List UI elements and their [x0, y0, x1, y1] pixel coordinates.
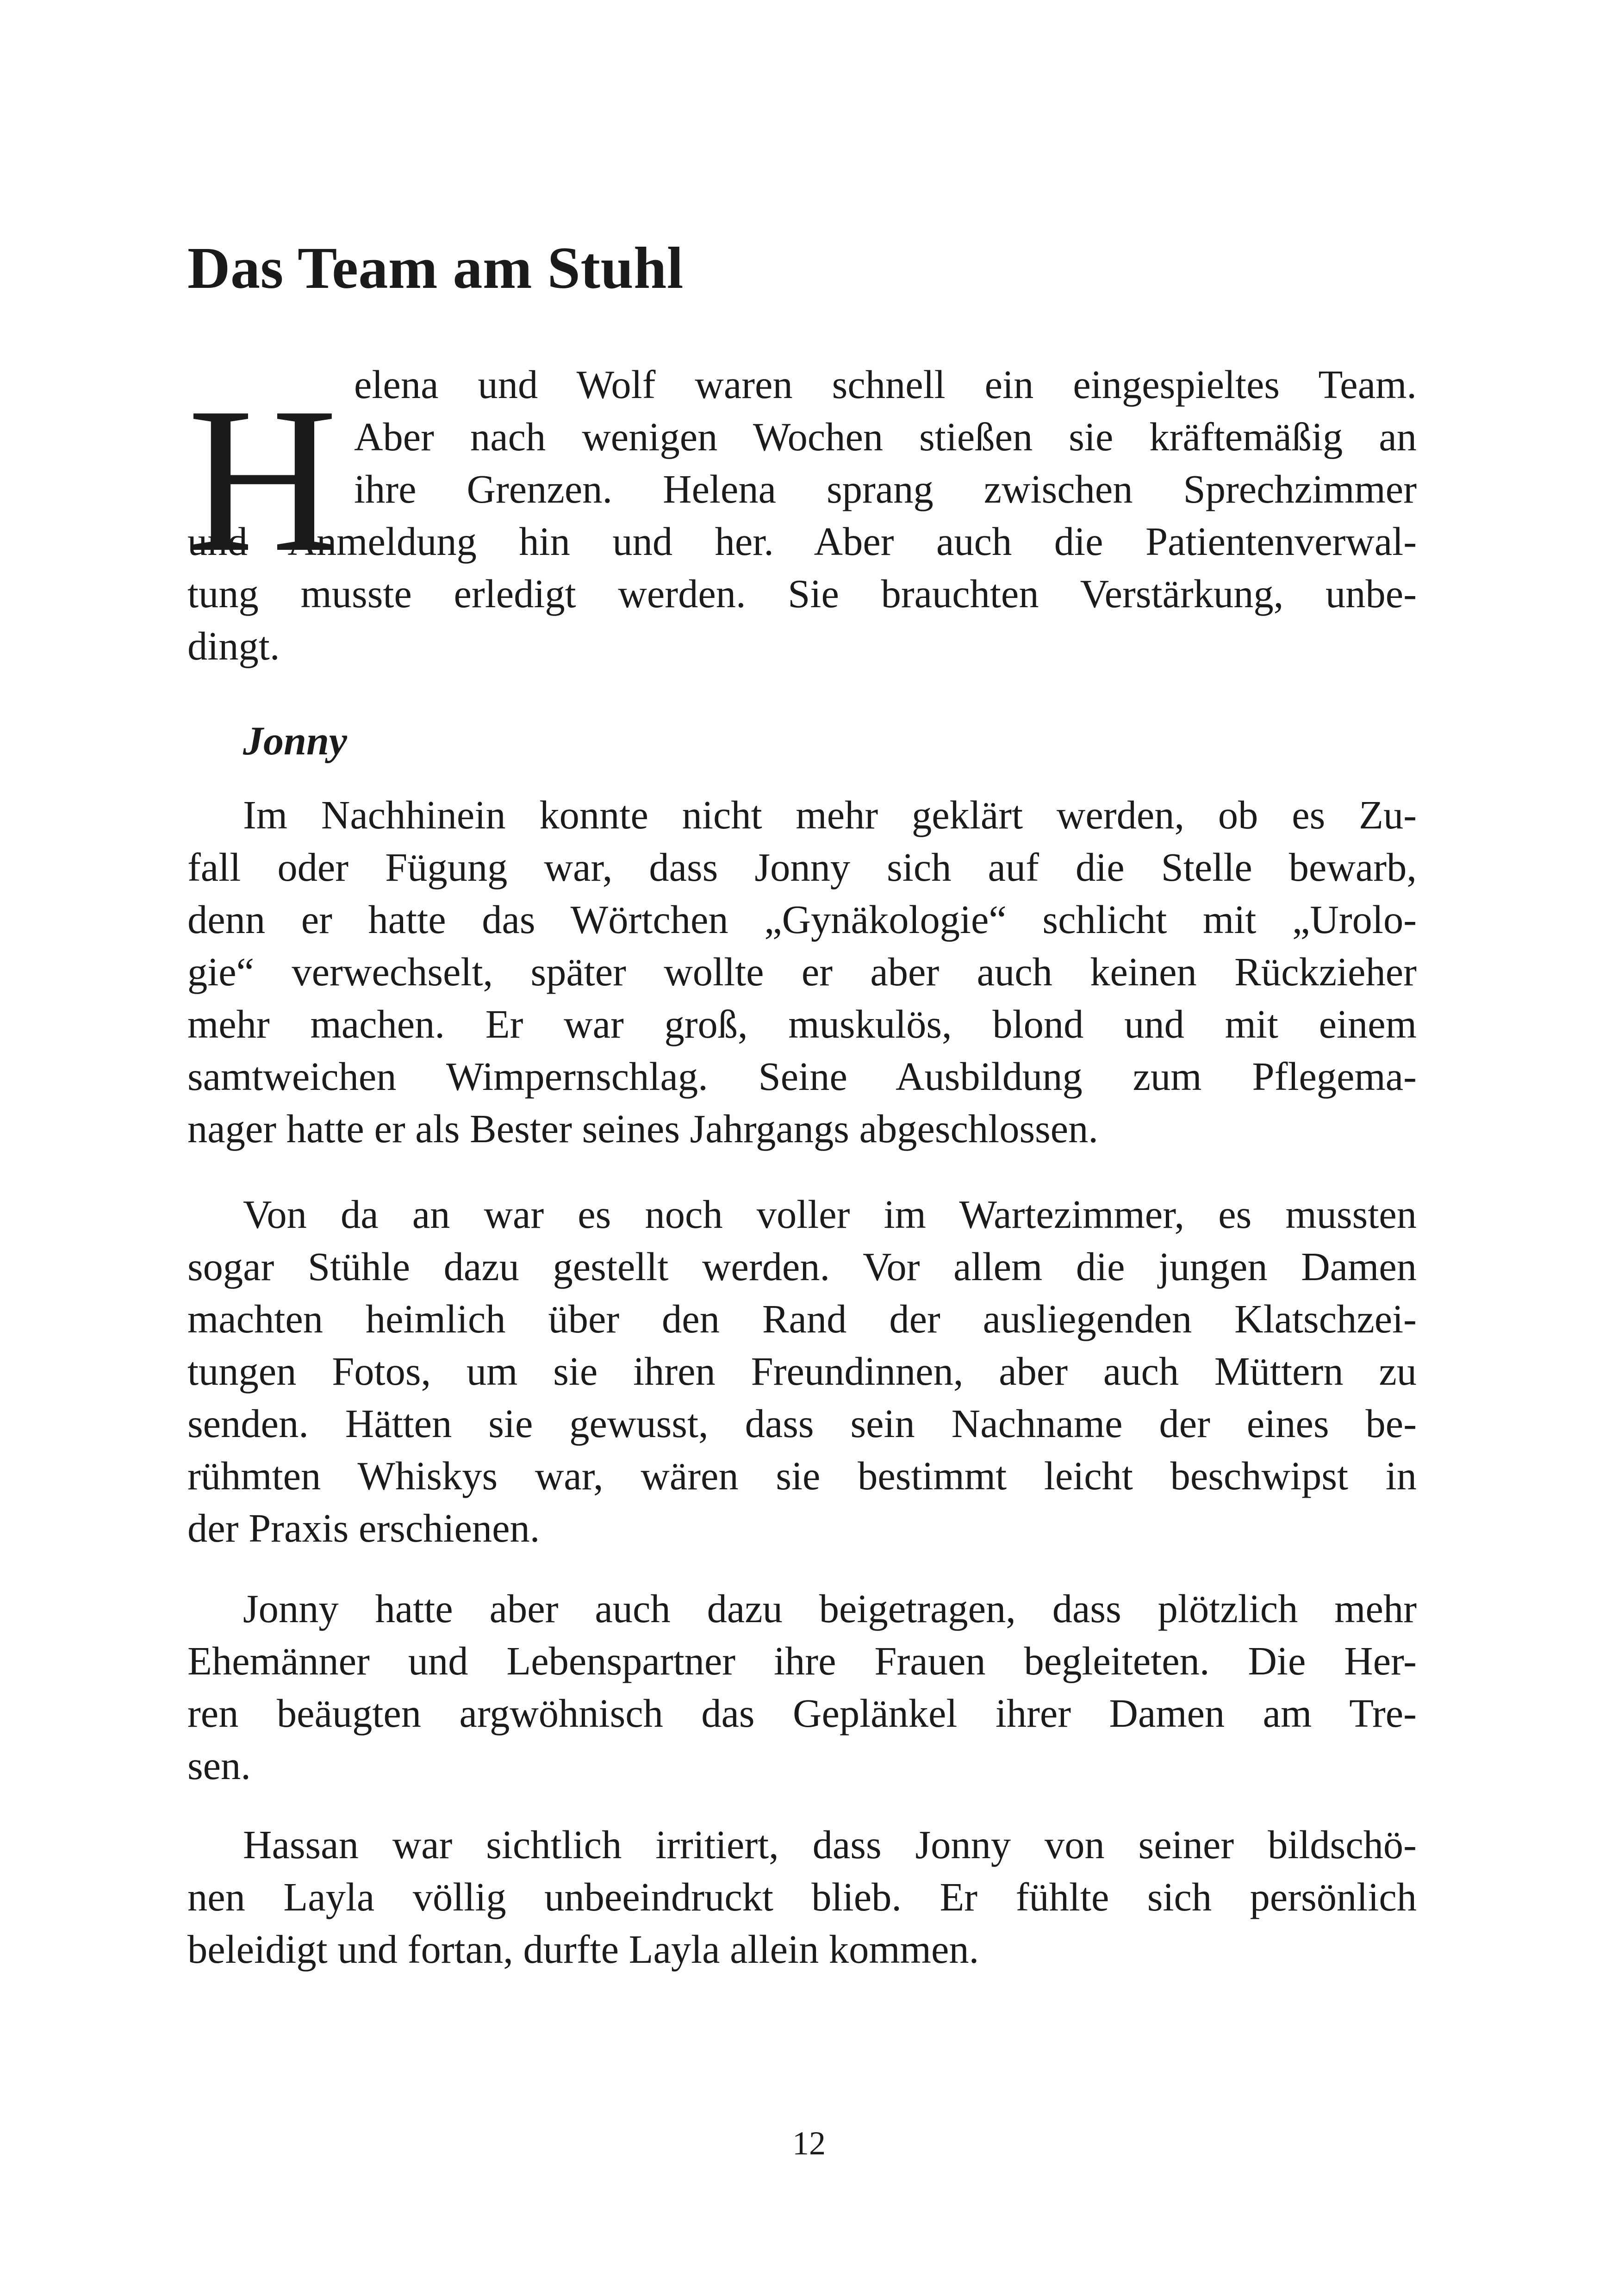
paragraph-line: Im Nachhinein konnte nicht mehr geklärt werden, ob es Zu- [243, 793, 1417, 837]
paragraph [187, 1583, 1417, 1792]
intro-line: und Anmeldung hin und her. Aber auch die Patientenverwal- [187, 519, 1417, 564]
intro-line: elena und Wolf waren schnell ein eingespieltes Team. [354, 362, 1417, 407]
intro-line: ihre Grenzen. Helena sprang zwischen Sprechzimmer [354, 467, 1417, 511]
paragraph-line: samtweichen Wimpernschlag. Seine Ausbildung zum Pflegema- [187, 1054, 1417, 1099]
paragraph-line: fall oder Fügung war, dass Jonny sich auf die Stelle bewarb, [187, 845, 1417, 890]
intro-line: Aber nach wenigen Wochen stießen sie kräftemäßig an [354, 415, 1417, 459]
paragraph-line: Hassan war sichtlich irritiert, dass Jonny von seiner bildschö- [243, 1823, 1417, 1867]
paragraph-line: sen. [187, 1743, 251, 1788]
paragraph-line: Jonny hatte aber auch dazu beigetragen, dass plötzlich mehr [243, 1587, 1417, 1631]
paragraph-line: sogar Stühle dazu gestellt werden. Vor allem die jungen Damen [187, 1244, 1417, 1289]
paragraph-line: nager hatte er als Bester seines Jahrgangs abgeschlossen. [187, 1107, 1099, 1151]
paragraph [187, 1819, 1417, 1976]
paragraph-line: senden. Hätten sie gewusst, dass sein Nachname der eines be- [187, 1401, 1417, 1446]
paragraph [187, 789, 1417, 1155]
intro-line: tung musste erledigt werden. Sie brauchten Verstärkung, unbe- [187, 572, 1417, 616]
paragraph-line: denn er hatte das Wörtchen „Gynäkologie“ schlicht mit „Urolo- [187, 897, 1417, 942]
paragraph-line: Ehemänner und Lebenspartner ihre Frauen begleiteten. Die Her- [187, 1639, 1417, 1683]
paragraph-line: rühmten Whiskys war, wären sie bestimmt leicht beschwipst in [187, 1454, 1417, 1498]
intro-line: dingt. [187, 624, 280, 668]
drop-cap: H [187, 365, 338, 595]
paragraph-line: der Praxis erschienen. [187, 1506, 540, 1550]
page-number: 12 [792, 2125, 826, 2162]
paragraph-line: tungen Fotos, um sie ihren Freundinnen, aber auch Müttern zu [187, 1349, 1417, 1394]
paragraph-line: machten heimlich über den Rand der ausliegenden Klatschzei- [187, 1297, 1417, 1341]
paragraph-line: Von da an war es noch voller im Wartezimmer, es mussten [243, 1192, 1417, 1237]
chapter-title: Das Team am Stuhl [187, 235, 684, 301]
paragraph-line: mehr machen. Er war groß, muskulös, blond und mit einem [187, 1002, 1417, 1046]
paragraph [187, 1188, 1417, 1555]
paragraph-line: gie“ verwechselt, später wollte er aber auch keinen Rückzieher [187, 950, 1417, 994]
paragraph-line: ren beäugten argwöhnisch das Geplänkel ihrer Damen am Tre- [187, 1691, 1417, 1736]
intro-paragraph [187, 359, 1417, 672]
paragraph-line: nen Layla völlig unbeeindruckt blieb. Er fühlte sich persönlich [187, 1875, 1417, 1919]
paragraph-line: beleidigt und fortan, durfte Layla allein kommen. [187, 1927, 979, 1972]
section-subheading: Jonny [243, 719, 347, 764]
